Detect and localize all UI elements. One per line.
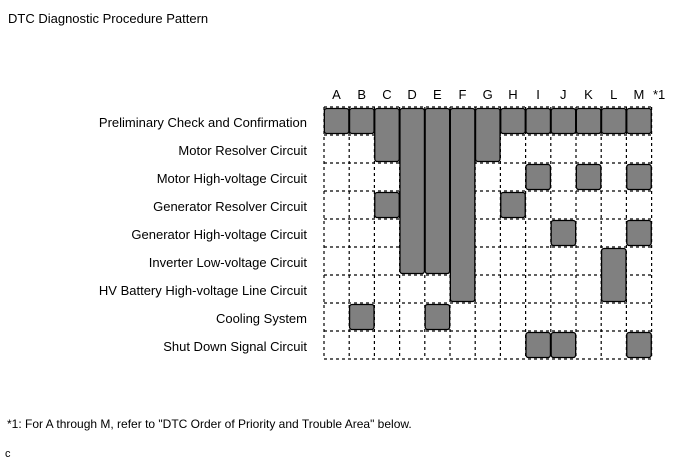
filled-cell-i [526,109,551,134]
column-header-g: G [482,87,493,102]
row-label: Preliminary Check and Confirmation [98,115,307,130]
column-header-d: D [407,87,417,102]
page-title: DTC Diagnostic Procedure Pattern [8,11,209,26]
filled-cell-m [627,221,652,246]
corner-mark: c [5,448,11,460]
footnote: *1: For A through M, refer to "DTC Order of Priority and Trouble Area" below. [7,417,412,431]
filled-cell-e [425,305,450,330]
column-header-a: A [332,87,341,102]
filled-cell-f [450,109,475,302]
row-label: Motor Resolver Circuit [178,143,307,158]
filled-cell-m [627,109,652,134]
filled-cell-g [476,109,501,162]
row-label: Generator Resolver Circuit [153,199,307,214]
filled-cell-h [501,109,526,134]
filled-cell-c [375,109,400,162]
row-label: Inverter Low-voltage Circuit [148,255,307,270]
column-header-i: I [536,87,540,102]
filled-cell-c [375,193,400,218]
filled-cell-l [602,249,627,302]
column-header-m: M [633,87,645,102]
filled-cell-l [602,109,627,134]
filled-cell-a [324,109,349,134]
column-header-e: E [432,87,442,102]
row-label: Motor High-voltage Circuit [156,171,307,186]
filled-cell-d [400,109,425,274]
filled-cell-k [576,109,601,134]
filled-cell-j [551,109,576,134]
filled-cell-b [350,305,375,330]
filled-cell-m [627,165,652,190]
column-header-l: L [610,87,618,102]
filled-cell-i [526,165,551,190]
column-note: *1 [653,87,666,102]
column-header-f: F [458,87,467,102]
filled-cell-m [627,333,652,358]
row-label: Cooling System [215,311,307,326]
filled-cell-i [526,333,551,358]
filled-cell-j [551,333,576,358]
filled-cell-b [350,109,375,134]
filled-cell-j [551,221,576,246]
filled-cell-k [576,165,601,190]
row-label: Generator High-voltage Circuit [131,227,307,242]
filled-cell-h [501,193,526,218]
column-header-k: K [584,87,593,102]
column-header-b: B [357,87,367,102]
row-label: Shut Down Signal Circuit [163,339,307,354]
column-header-h: H [508,87,518,102]
column-header-c: C [382,87,392,102]
filled-cell-e [425,109,450,274]
row-label: HV Battery High-voltage Line Circuit [98,283,307,298]
column-header-j: J [560,87,567,102]
